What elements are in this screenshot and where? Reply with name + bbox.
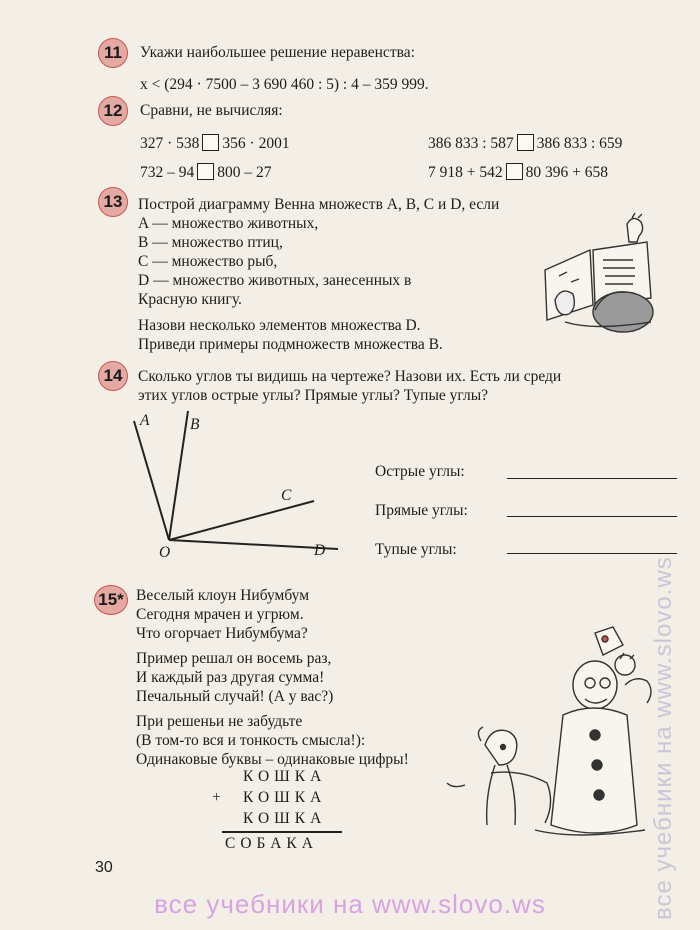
task-11-prompt: Укажи наибольшее решение неравенства:	[140, 44, 415, 61]
compare-row-2-left	[140, 163, 272, 182]
point-label-o: O	[159, 544, 171, 561]
task-number-15: 15*	[94, 585, 128, 615]
compare-answer-box[interactable]	[197, 163, 214, 180]
poem-line: При решеньи не забудьте	[136, 713, 303, 730]
point-label-c: C	[281, 487, 292, 504]
poem-line: Что огорчает Нибумбума?	[136, 625, 308, 642]
ray-oc	[169, 501, 314, 540]
compare-row-1-left	[140, 134, 290, 153]
compare-expr: 327 · 538	[140, 135, 200, 152]
page-number: 30	[95, 859, 113, 876]
puzzle-row-3: КОШКА	[243, 810, 327, 827]
task-13-line: B — множество птиц,	[138, 234, 283, 251]
obtuse-angles-answer-line[interactable]	[507, 553, 677, 554]
point-label-a: A	[140, 412, 150, 429]
poem-line: Печальный случай! (А у вас?)	[136, 688, 334, 705]
acute-angles-label: Острые углы:	[375, 463, 465, 480]
puzzle-row-1: КОШКА	[243, 768, 327, 785]
poem-line: Пример решал он восемь раз,	[136, 650, 332, 667]
compare-expr: 732 – 94	[140, 164, 195, 181]
ray-od	[169, 540, 338, 549]
task-13-line: Красную книгу.	[138, 291, 242, 308]
task-13-line: A — множество животных,	[138, 215, 319, 232]
compare-answer-box[interactable]	[506, 163, 523, 180]
task-number-13: 13	[98, 187, 128, 217]
angle-drawing	[120, 405, 350, 565]
watermark-bottom: все учебники на www.slovo.ws	[154, 889, 546, 919]
clown-dog-illustration	[445, 625, 660, 850]
poem-line: Веселый клоун Нибумбум	[136, 587, 310, 604]
task-11-expression: x < (294 · 7500 – 3 690 460 : 5) : 4 – 359 999.	[140, 76, 429, 93]
compare-answer-box[interactable]	[202, 134, 219, 151]
compare-answer-box[interactable]	[517, 134, 534, 151]
task-12-prompt: Сравни, не вычисляя:	[140, 102, 283, 119]
task-13-line: Приведи примеры подмножеств множества B.	[138, 336, 443, 353]
task-13-line: C — множество рыб,	[138, 253, 278, 270]
compare-expr: 80 396 + 658	[525, 164, 608, 181]
book-animals-illustration	[535, 210, 665, 335]
puzzle-plus-sign: +	[212, 789, 221, 806]
task-13-line: D — множество животных, занесенных в	[138, 272, 412, 289]
task-number-12: 12	[98, 96, 128, 126]
puzzle-sum-line	[222, 831, 342, 833]
puzzle-result: СОБАКА	[225, 835, 318, 852]
task-13-line: Построй диаграмму Венна множеств A, B, C и D, если	[138, 196, 500, 213]
poem-line: (В том-то вся и тонкость смысла!):	[136, 732, 366, 749]
poem-line: И каждый раз другая сумма!	[136, 669, 325, 686]
poem-line: Одинаковые буквы – одинаковые цифры!	[136, 751, 409, 768]
compare-row-1-right	[428, 134, 622, 153]
task-13-line: Назови несколько элементов множества D.	[138, 317, 421, 334]
ray-oa	[134, 421, 169, 540]
point-label-d: D	[314, 542, 326, 559]
compare-expr: 386 833 : 587	[428, 135, 514, 152]
point-label-b: B	[190, 416, 200, 433]
acute-angles-answer-line[interactable]	[507, 478, 677, 479]
compare-expr: 386 833 : 659	[536, 135, 623, 152]
watermark-side: все учебники на www.slovo.ws	[650, 556, 677, 920]
ray-ob	[169, 411, 188, 540]
obtuse-angles-label: Тупые углы:	[375, 541, 457, 558]
right-angles-answer-line[interactable]	[507, 516, 677, 517]
compare-expr: 7 918 + 542	[428, 164, 503, 181]
poem-line: Сегодня мрачен и угрюм.	[136, 606, 304, 623]
compare-row-2-right	[428, 163, 608, 182]
right-angles-label: Прямые углы:	[375, 502, 468, 519]
compare-expr: 356 · 2001	[222, 135, 290, 152]
compare-expr: 800 – 27	[217, 164, 272, 181]
task-number-11: 11	[98, 38, 128, 68]
task-number-14: 14	[98, 361, 128, 391]
task-14-line: этих углов острые углы? Прямые углы? Тупые углы?	[138, 387, 488, 404]
puzzle-row-2: КОШКА	[243, 789, 327, 806]
task-14-line: Сколько углов ты видишь на чертеже? Назови их. Есть ли среди	[138, 368, 562, 385]
